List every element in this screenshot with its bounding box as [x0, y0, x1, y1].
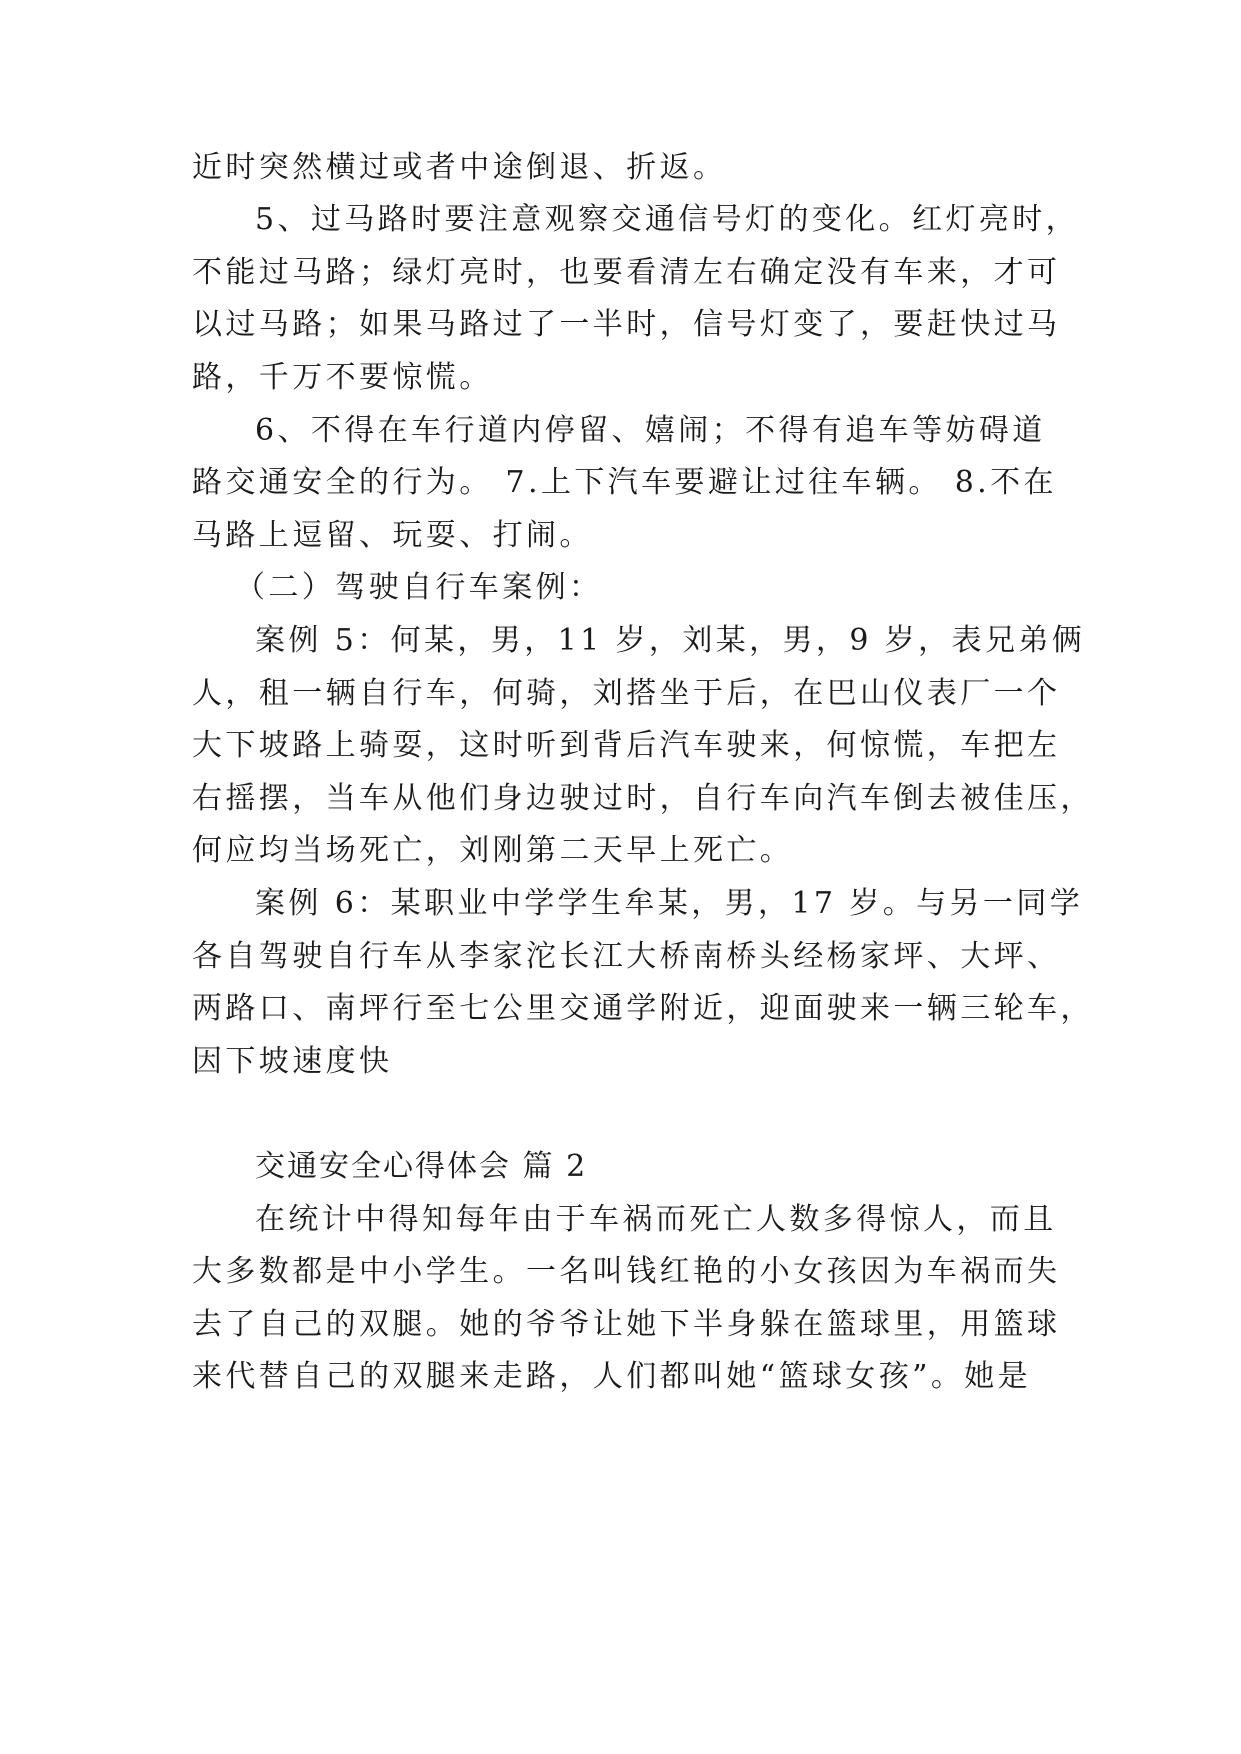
text-line: 右摇摆，当车从他们身边驶过时，自行车向汽车倒去被佳压， [192, 781, 1094, 816]
text-line: 案例 6：某职业中学学生牟某，男，17 岁。与另一同学 [255, 886, 1084, 921]
text-line: 各自驾驶自行车从李家沱长江大桥南桥头经杨家坪、大坪、 [192, 939, 1061, 974]
text-line: 去了自己的双腿。她的爷爷让她下半身躲在篮球里，用篮球 [192, 1307, 1061, 1342]
text-line: 5、过马路时要注意观察交通信号灯的变化。红灯亮时， [255, 202, 1080, 237]
text-line: 不能过马路；绿灯亮时，也要看清左右确定没有车来，才可 [192, 255, 1061, 290]
text-line: 何应均当场死亡，刘刚第二天早上死亡。 [192, 833, 794, 868]
text-line: 近时突然横过或者中途倒退、折返。 [192, 150, 727, 185]
text-line: 来代替自己的双腿来走路，人们都叫她“篮球女孩”。她是 [192, 1359, 1032, 1394]
text-line: 路交通安全的行为。 7.上下汽车要避让过往车辆。 8.不在 [192, 465, 1057, 500]
text-line: 6、不得在车行道内停留、嬉闹；不得有追车等妨碍道 [255, 413, 1046, 448]
text-line: 在统计中得知每年由于车祸而死亡人数多得惊人，而且 [255, 1202, 1057, 1237]
text-line: 人，租一辆自行车，何骑，刘搭坐于后，在巴山仪表厂一个 [192, 676, 1061, 711]
text-line: 以过马路；如果马路过了一半时，信号灯变了，要赶快过马 [192, 307, 1061, 342]
section-heading: （二）驾驶自行车案例： [235, 570, 603, 605]
text-line: 路，千万不要惊慌。 [192, 360, 493, 395]
text-line: 两路口、南坪行至七公里交通学附近，迎面驶来一辆三轮车， [192, 991, 1094, 1026]
text-line: 马路上逗留、玩耍、打闹。 [192, 518, 593, 553]
text-line: 大多数都是中小学生。一名叫钱红艳的小女孩因为车祸而失 [192, 1254, 1061, 1289]
text-line: 案例 5：何某，男，11 岁，刘某，男，9 岁，表兄弟俩 [255, 623, 1086, 658]
text-line: 因下坡速度快 [192, 1044, 393, 1079]
article-title: 交通安全心得体会 篇 2 [255, 1149, 588, 1184]
text-line: 大下坡路上骑耍，这时听到背后汽车驶来，何惊慌，车把左 [192, 728, 1061, 763]
